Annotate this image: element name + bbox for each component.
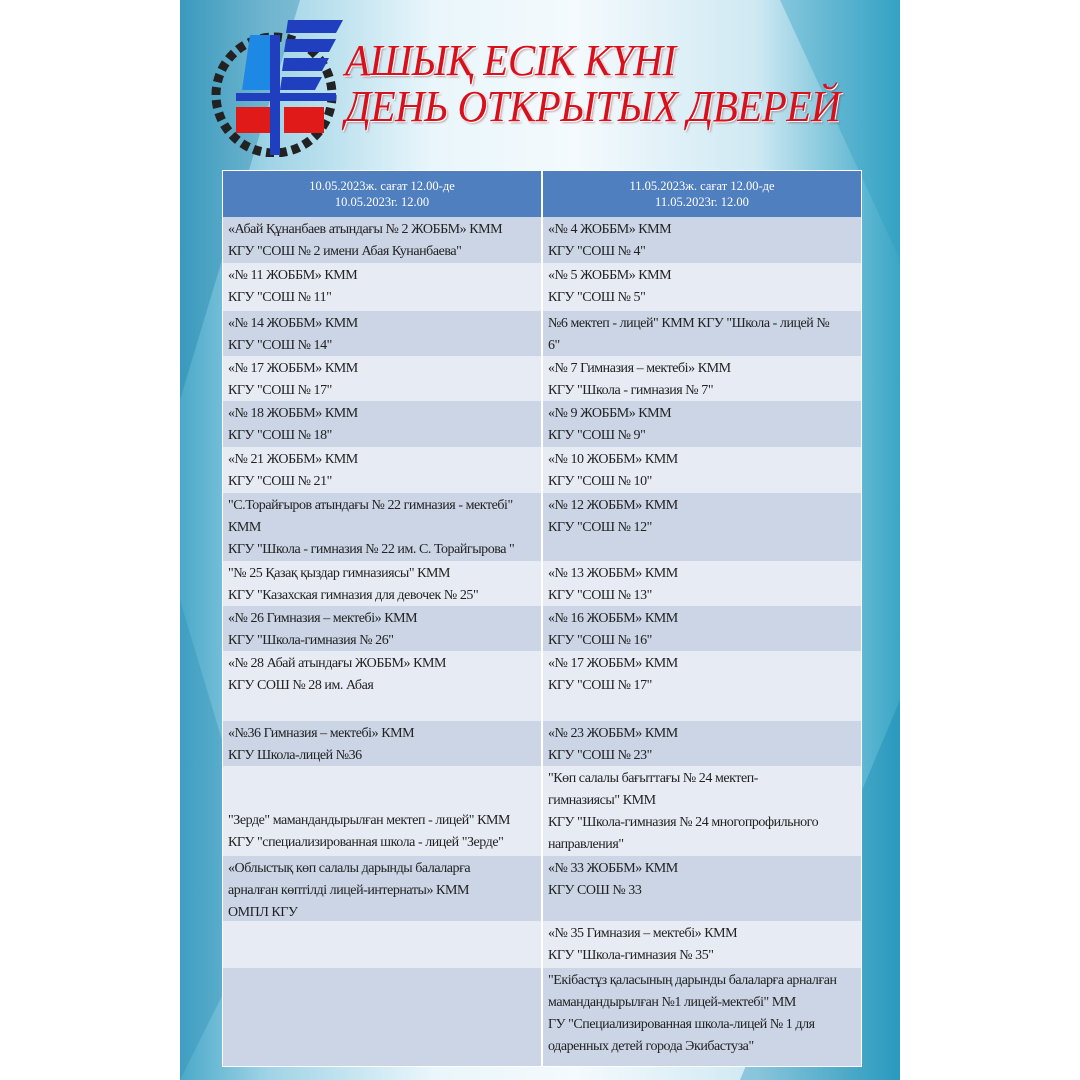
cell-line: «№ 18 ЖОББМ» КММ [228,406,358,421]
cell-line: КГУ "СОШ № 13" [548,588,652,603]
header-day2 [541,171,861,217]
cell-line: КГУ "СОШ № 5" [548,290,646,305]
table-row [223,217,861,263]
table-header [223,171,861,217]
table-row [223,721,861,766]
cell-line: «№ 10 ЖОББМ» КММ [548,452,678,467]
table-row [223,311,861,356]
cell-day2 [541,606,861,651]
cell-line: «№ 13 ЖОББМ» КММ [548,566,678,581]
cell-day1 [223,311,541,356]
cell-day1 [223,856,541,921]
cell-line: гимназиясы" КММ [548,793,656,808]
table-row [223,561,861,606]
cell-day1 [223,447,541,493]
table-row [223,651,861,721]
cell-line: «№ 12 ЖОББМ» КММ [548,498,678,513]
cell-line: КММ [228,520,261,535]
cell-line: "№ 25 Қазақ қыздар гимназиясы" КММ [228,566,451,581]
cell-day2 [541,311,861,356]
cell-line: КГУ "СОШ № 11" [228,290,332,305]
table-row [223,263,861,311]
cell-day2 [541,651,861,721]
cell-day1 [223,721,541,766]
cell-line: КГУ СОШ № 33 [548,883,642,898]
cell-line: КГУ "Школа-гимназия № 35" [548,948,714,963]
cell-line: КГУ "СОШ № 18" [228,428,332,443]
cell-line: «№ 7 Гимназия – мектебі» КММ [548,361,731,376]
cell-day1 [223,263,541,311]
cell-line: арналған көптілді лицей-интернаты» КММ [228,883,469,898]
table-row [223,606,861,651]
cell-day2 [541,856,861,921]
cell-day2 [541,493,861,561]
cell-day1 [223,493,541,561]
cell-line: «№ 23 ЖОББМ» КММ [548,726,678,741]
cell-line: КГУ "СОШ № 12" [548,520,652,535]
cell-line: «Абай Құнанбаев атындағы № 2 ЖОББМ» КММ [228,222,503,237]
table-row [223,493,861,561]
cell-line: «№ 28 Абай атындағы ЖОББМ» КММ [228,656,447,671]
table-row [223,968,861,1066]
cell-line: «№ 33 ЖОББМ» КММ [548,861,678,876]
cell-line: КГУ "СОШ № 14" [228,338,332,353]
cell-day2 [541,766,861,856]
cell-line: КГУ "Школа-гимназия № 26" [228,633,394,648]
cell-line: КГУ "Школа-гимназия № 24 многопрофильного [548,815,819,830]
cell-line: КГУ "СОШ № 2 имени Абая Кунанбаева" [228,244,462,259]
cell-line: "Зерде" мамандандырылған мектеп - лицей" КММ [228,813,510,828]
cell-line: КГУ "СОШ № 17" [548,678,652,693]
cell-line: КГУ "специализированная школа - лицей "Зерде" [228,835,504,850]
cell-line: «№ 5 ЖОББМ» КММ [548,268,672,283]
cell-day2 [541,356,861,401]
header-day2-kazakh: 11.05.2023ж. сағат 12.00-де [629,179,775,193]
cell-line: КГУ "СОШ № 4" [548,244,646,259]
header-day1-russian: 10.05.2023г. 12.00 [334,195,430,209]
cell-line: "С.Торайғыров атындағы № 22 гимназия - мектебі" [228,498,513,513]
title-kazakh: АШЫҚ ЕСІК КҮНІ [345,36,676,85]
cell-line: КГУ "СОШ № 17" [228,383,332,398]
cell-day1 [223,217,541,263]
cell-day1 [223,968,541,1066]
cell-line: «№ 35 Гимназия – мектебі» КММ [548,926,738,941]
cell-day2 [541,401,861,447]
cell-line: «№ 11 ЖОББМ» КММ [228,268,358,283]
cell-line: «№ 16 ЖОББМ» КММ [548,611,678,626]
cell-day2 [541,561,861,606]
cell-line: 6" [548,338,560,353]
schedule-table [222,170,862,1067]
cell-day2 [541,263,861,311]
page-title [345,38,840,130]
header-day1-kazakh: 10.05.2023ж. сағат 12.00-де [309,179,455,193]
cell-line: одаренных детей города Экибастуза" [548,1039,754,1054]
cell-line: №6 мектеп - лицей" КММ КГУ "Школа - лицей № [548,316,830,331]
cell-line: КГУ "СОШ № 23" [548,748,652,763]
cell-line: «Облыстық көп салалы дарынды балаларға [228,861,471,876]
cell-day1 [223,356,541,401]
cell-day1 [223,561,541,606]
cell-line: "Екібастұз қаласының дарынды балаларға арналған [548,973,837,988]
cell-line: «№36 Гимназия – мектебі» КММ [228,726,415,741]
cell-line: ОМПЛ КГУ [228,905,298,920]
cell-line: ГУ "Специализированная школа-лицей № 1 для [548,1017,815,1032]
cell-line: «№ 17 ЖОББМ» КММ [228,361,358,376]
cell-day1 [223,606,541,651]
cell-day2 [541,447,861,493]
cell-line: «№ 14 ЖОББМ» КММ [228,316,358,331]
cell-line: направления" [548,837,624,852]
cell-line: «№ 4 ЖОББМ» КММ [548,222,672,237]
cell-day1 [223,766,541,856]
cell-day2 [541,721,861,766]
cell-line: КГУ "СОШ № 10" [548,474,652,489]
cell-line: КГУ "СОШ № 16" [548,633,652,648]
cell-line: «№ 9 ЖОББМ» КММ [548,406,672,421]
cell-line: КГУ "Школа - гимназия № 22 им. С. Торайгырова " [228,542,515,557]
header-day1 [223,171,541,217]
cell-day2 [541,968,861,1066]
cell-day1 [223,401,541,447]
cell-line: мамандандырылған №1 лицей-мектебі" ММ [548,995,796,1010]
header-day2-russian: 11.05.2023г. 12.00 [655,195,749,209]
table-row [223,921,861,968]
cell-day2 [541,921,861,968]
table-row [223,447,861,493]
table-body [223,217,861,1066]
cell-line: КГУ "СОШ № 21" [228,474,332,489]
cell-line: КГУ "СОШ № 9" [548,428,646,443]
cell-line: "Көп салалы бағыттағы № 24 мектеп- [548,771,758,786]
cell-day1 [223,921,541,968]
cell-line: КГУ "Школа - гимназия № 7" [548,383,714,398]
cell-line: КГУ "Казахская гимназия для девочек № 25" [228,588,479,603]
cell-day1 [223,651,541,721]
table-row [223,356,861,401]
table-row [223,766,861,856]
poster [180,0,900,1080]
cell-line: КГУ СОШ № 28 им. Абая [228,678,374,693]
cell-line: «№ 21 ЖОББМ» КММ [228,452,358,467]
logo-icon [208,15,343,157]
table-row [223,401,861,447]
cell-line: КГУ Школа-лицей №36 [228,748,362,763]
cell-line: «№ 26 Гимназия – мектебі» КММ [228,611,418,626]
cell-line: «№ 17 ЖОББМ» КММ [548,656,678,671]
cell-day2 [541,217,861,263]
title-russian: ДЕНЬ ОТКРЫТЫХ ДВЕРЕЙ [345,82,841,131]
table-row [223,856,861,921]
